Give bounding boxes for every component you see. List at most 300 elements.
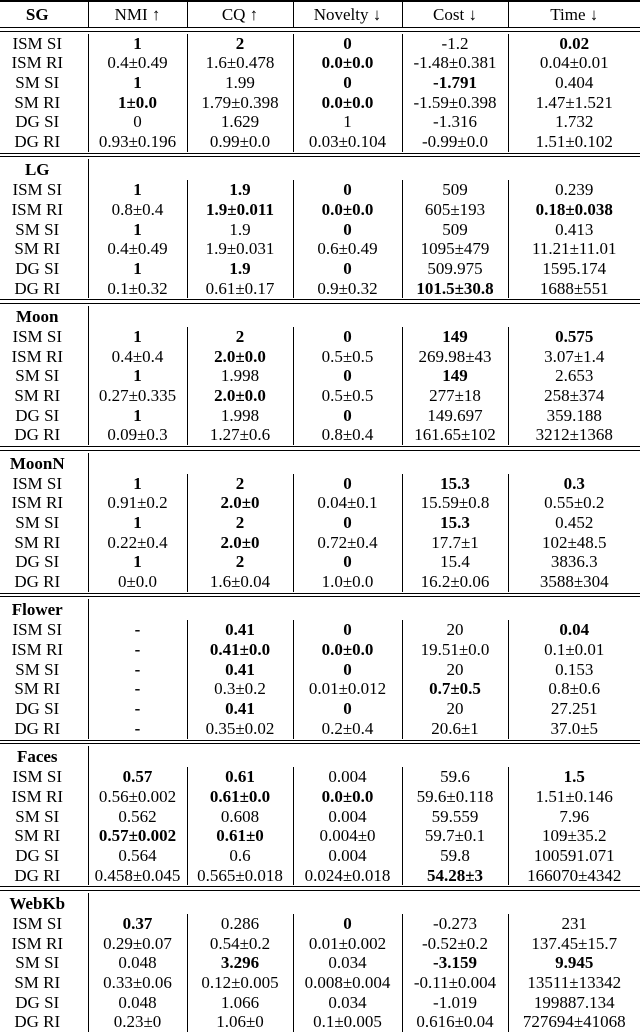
value-cell: 0: [293, 327, 402, 347]
value-cell: 231: [561, 913, 588, 933]
value-cell: 0.04±0.1: [293, 493, 402, 513]
table-row: [0, 93, 640, 113]
value-cell: 16.2±0.06: [402, 572, 508, 592]
table-header: [0, 2, 640, 27]
value-cell: 0.575: [555, 326, 594, 346]
row-label: ISM SI: [0, 180, 88, 200]
value-cell: 0: [293, 34, 402, 54]
row-label: SM RI: [0, 679, 88, 699]
table-row: [0, 660, 640, 680]
table-row: [0, 53, 640, 73]
table-row: [0, 679, 640, 699]
row-label: DG RI: [0, 425, 88, 445]
value-cell: 0.41: [187, 660, 293, 680]
value-cell: 1: [88, 552, 187, 572]
value-cell: 3.07±1.4: [544, 346, 605, 366]
value-cell: 1: [88, 180, 187, 200]
value-cell: -0.11±0.004: [402, 973, 508, 993]
value-cell: 1.998: [187, 406, 293, 426]
value-cell: 0: [293, 406, 402, 426]
group-label-spacer: [88, 746, 640, 767]
table-row: [0, 993, 640, 1013]
value-cell: 0.008±0.004: [293, 973, 402, 993]
value-cell: 0: [293, 366, 402, 386]
row-label: SM SI: [0, 807, 88, 827]
value-cell: 1.06±0: [187, 1012, 293, 1032]
table-row: [0, 533, 640, 553]
section-divider: [0, 593, 640, 598]
value-cell: 2.0±0: [187, 493, 293, 513]
value-cell: 0.7±0.5: [402, 679, 508, 699]
value-cell: 1.79±0.398: [187, 93, 293, 113]
value-cell: 0.2±0.4: [293, 719, 402, 739]
value-cell: 1: [88, 34, 187, 54]
value-cell: 0.22±0.4: [88, 533, 187, 553]
table-row: [0, 719, 640, 739]
value-cell: 359.188: [546, 405, 602, 425]
group-label-row: [0, 893, 640, 914]
value-cell: 15.4: [402, 552, 508, 572]
value-cell: 0.1±0.005: [293, 1012, 402, 1032]
value-cell: 0.61: [187, 767, 293, 787]
value-cell: 1595.174: [542, 259, 607, 279]
value-cell: 3212±1368: [535, 425, 613, 445]
value-cell: -1.791: [402, 73, 508, 93]
group-flower: [0, 599, 640, 738]
table-row: [0, 493, 640, 513]
value-cell: 59.8: [402, 846, 508, 866]
header-divider: [0, 27, 640, 32]
value-cell: -: [88, 699, 187, 719]
group-label-row: [0, 746, 640, 767]
value-cell: 109±35.2: [541, 826, 607, 846]
value-cell: 15.3: [402, 474, 508, 494]
group-label-spacer: [88, 599, 640, 620]
row-label: SM RI: [0, 533, 88, 553]
value-cell: 27.251: [550, 699, 598, 719]
group-label-spacer: [88, 893, 640, 914]
value-cell: -0.273: [402, 914, 508, 934]
value-cell: 1.9: [187, 220, 293, 240]
column-header-cq: CQ ↑: [187, 2, 293, 27]
row-label: SM RI: [0, 973, 88, 993]
value-cell: 0.048: [88, 993, 187, 1013]
value-cell: 0.03±0.104: [293, 132, 402, 152]
row-label: DG RI: [0, 719, 88, 739]
value-cell: 0.5±0.5: [293, 347, 402, 367]
row-label: DG SI: [0, 259, 88, 279]
value-cell: 1.066: [187, 993, 293, 1013]
value-cell: 1688±551: [539, 278, 609, 298]
value-cell: 11.21±11.01: [531, 239, 617, 259]
row-label: ISM RI: [0, 200, 88, 220]
value-cell: 1: [88, 366, 187, 386]
row-label: SM RI: [0, 386, 88, 406]
value-cell: 0.6±0.49: [293, 239, 402, 259]
value-cell: -1.48±0.381: [402, 53, 508, 73]
table-row: [0, 846, 640, 866]
value-cell: 2: [187, 552, 293, 572]
group-label: Flower: [0, 599, 88, 620]
table-row: [0, 220, 640, 240]
value-cell: 1: [88, 474, 187, 494]
value-cell: 149.697: [402, 406, 508, 426]
row-label: DG RI: [0, 572, 88, 592]
group-label-row: [0, 306, 640, 327]
value-cell: 0.56±0.002: [88, 787, 187, 807]
column-header-sg: SG: [0, 2, 88, 27]
value-cell: 0.5±0.5: [293, 386, 402, 406]
value-cell: 0.41±0.0: [187, 640, 293, 660]
row-label: DG SI: [0, 846, 88, 866]
value-cell: 1.99: [187, 73, 293, 93]
table-groups: [0, 34, 640, 1032]
value-cell: 0.004: [293, 807, 402, 827]
table-row: [0, 572, 640, 592]
value-cell: 7.96: [559, 806, 590, 826]
value-cell: 0: [293, 699, 402, 719]
row-label: ISM RI: [0, 640, 88, 660]
value-cell: 0.0±0.0: [293, 53, 402, 73]
row-label: ISM RI: [0, 347, 88, 367]
value-cell: 0.0±0.0: [293, 93, 402, 113]
value-cell: 0.04±0.01: [539, 53, 609, 73]
value-cell: 1.998: [187, 366, 293, 386]
row-label: SM SI: [0, 660, 88, 680]
value-cell: 2.653: [555, 366, 594, 386]
group-label: Moon: [0, 306, 88, 327]
value-cell: 0.562: [88, 807, 187, 827]
value-cell: 20.6±1: [402, 719, 508, 739]
value-cell: -1.316: [402, 112, 508, 132]
group-label-spacer: [88, 453, 640, 474]
value-cell: 0.9±0.32: [293, 279, 402, 299]
table-row: [0, 787, 640, 807]
value-cell: 137.45±15.7: [531, 933, 618, 953]
value-cell: 0.12±0.005: [187, 973, 293, 993]
value-cell: 0: [293, 73, 402, 93]
value-cell: 0.3±0.2: [187, 679, 293, 699]
value-cell: -1.019: [402, 993, 508, 1013]
value-cell: 0.004: [293, 767, 402, 787]
row-label: ISM SI: [0, 34, 88, 54]
value-cell: 0.404: [555, 72, 594, 92]
value-cell: 0.452: [555, 513, 594, 533]
group-label-row: [0, 453, 640, 474]
value-cell: 0.564: [88, 846, 187, 866]
table-row: [0, 34, 640, 54]
value-cell: 0.608: [187, 807, 293, 827]
value-cell: 0.61±0: [187, 826, 293, 846]
column-header-cost: Cost ↓: [402, 2, 508, 27]
value-cell: 2.0±0.0: [187, 347, 293, 367]
value-cell: 0.4±0.49: [88, 53, 187, 73]
value-cell: 0.93±0.196: [88, 132, 187, 152]
column-header-nmi: NMI ↑: [88, 2, 187, 27]
value-cell: 0.0±0.0: [293, 640, 402, 660]
group-label: Faces: [0, 746, 88, 767]
row-label: DG SI: [0, 112, 88, 132]
group-moon: [0, 306, 640, 445]
row-label: ISM RI: [0, 493, 88, 513]
value-cell: 0.565±0.018: [187, 866, 293, 886]
value-cell: -1.59±0.398: [402, 93, 508, 113]
value-cell: 509: [402, 180, 508, 200]
value-cell: 0.23±0: [88, 1012, 187, 1032]
value-cell: 0.286: [187, 914, 293, 934]
section-divider: [0, 446, 640, 451]
value-cell: 20: [402, 699, 508, 719]
table-row: [0, 347, 640, 367]
value-cell: 59.559: [402, 807, 508, 827]
value-cell: 0.57: [88, 767, 187, 787]
row-label: SM SI: [0, 220, 88, 240]
value-cell: 54.28±3: [402, 866, 508, 886]
value-cell: 269.98±43: [402, 347, 508, 367]
value-cell: 0.8±0.4: [293, 425, 402, 445]
value-cell: 2.0±0.0: [187, 386, 293, 406]
table-row: [0, 513, 640, 533]
value-cell: 0.1±0.01: [544, 640, 605, 660]
value-cell: 509.975: [402, 259, 508, 279]
value-cell: 0: [88, 112, 187, 132]
value-cell: 0.616±0.04: [402, 1012, 508, 1032]
value-cell: 0.4±0.4: [88, 347, 187, 367]
value-cell: 0: [293, 180, 402, 200]
value-cell: 149: [402, 366, 508, 386]
value-cell: 1095±479: [402, 239, 508, 259]
value-cell: 17.7±1: [402, 533, 508, 553]
value-cell: 0: [293, 259, 402, 279]
value-cell: 0.54±0.2: [187, 934, 293, 954]
value-cell: 3836.3: [550, 552, 598, 572]
section-divider: [0, 740, 640, 745]
value-cell: 0.6: [187, 846, 293, 866]
value-cell: 1: [88, 406, 187, 426]
row-label: DG RI: [0, 132, 88, 152]
table-row: [0, 132, 640, 152]
value-cell: 0.4±0.49: [88, 239, 187, 259]
group-moonn: [0, 453, 640, 592]
value-cell: 1.732: [555, 112, 594, 132]
value-cell: 1.629: [187, 112, 293, 132]
value-cell: -: [88, 719, 187, 739]
value-cell: 0.41: [187, 699, 293, 719]
value-cell: 0.01±0.002: [293, 934, 402, 954]
row-label: ISM SI: [0, 914, 88, 934]
row-label: DG RI: [0, 1012, 88, 1032]
value-cell: 149: [402, 327, 508, 347]
value-cell: -: [88, 620, 187, 640]
value-cell: 0: [293, 513, 402, 533]
value-cell: -3.159: [402, 953, 508, 973]
value-cell: 605±193: [402, 200, 508, 220]
value-cell: 0.55±0.2: [544, 493, 605, 513]
value-cell: 0.458±0.045: [88, 866, 187, 886]
table-row: [0, 406, 640, 426]
value-cell: -1.2: [402, 34, 508, 54]
value-cell: -0.99±0.0: [402, 132, 508, 152]
value-cell: 0.91±0.2: [88, 493, 187, 513]
value-cell: 2: [187, 327, 293, 347]
section-divider: [0, 153, 640, 158]
row-label: SM SI: [0, 513, 88, 533]
value-cell: 1.51±0.146: [535, 786, 613, 806]
value-cell: 1.0±0.0: [293, 572, 402, 592]
value-cell: 0.99±0.0: [187, 132, 293, 152]
row-label: ISM SI: [0, 474, 88, 494]
value-cell: 37.0±5: [550, 718, 599, 738]
value-cell: 15.3: [402, 513, 508, 533]
group-label-row: [0, 599, 640, 620]
value-cell: 509: [402, 220, 508, 240]
group-sg: [0, 34, 640, 152]
value-cell: 1: [88, 259, 187, 279]
row-label: DG SI: [0, 699, 88, 719]
value-cell: 0.27±0.335: [88, 386, 187, 406]
value-cell: 0.1±0.32: [88, 279, 187, 299]
value-cell: 1.9: [187, 180, 293, 200]
value-cell: 0: [293, 660, 402, 680]
value-cell: 1: [88, 327, 187, 347]
value-cell: 0.8±0.4: [88, 200, 187, 220]
value-cell: 1.6±0.04: [187, 572, 293, 592]
value-cell: 0.33±0.06: [88, 973, 187, 993]
value-cell: 0.004±0: [293, 826, 402, 846]
table-row: [0, 366, 640, 386]
value-cell: 1: [88, 513, 187, 533]
value-cell: 1.9±0.011: [187, 200, 293, 220]
value-cell: 199887.134: [533, 992, 615, 1012]
table-row: [0, 1012, 640, 1032]
value-cell: 1.27±0.6: [187, 425, 293, 445]
value-cell: 20: [402, 660, 508, 680]
value-cell: 1: [88, 73, 187, 93]
row-label: SM RI: [0, 826, 88, 846]
value-cell: 59.6: [402, 767, 508, 787]
column-header-novelty: Novelty ↓: [293, 2, 402, 27]
header-row: [0, 2, 640, 27]
row-label: ISM RI: [0, 53, 88, 73]
table-row: [0, 934, 640, 954]
value-cell: 3.296: [187, 953, 293, 973]
table-row: [0, 327, 640, 347]
value-cell: 59.6±0.118: [402, 787, 508, 807]
value-cell: 19.51±0.0: [402, 640, 508, 660]
value-cell: 1.5: [563, 767, 585, 787]
group-label-spacer: [88, 159, 640, 180]
value-cell: 0.01±0.012: [293, 679, 402, 699]
table-row: [0, 180, 640, 200]
table-row: [0, 866, 640, 886]
row-label: SM RI: [0, 239, 88, 259]
table-row: [0, 767, 640, 787]
row-label: DG SI: [0, 993, 88, 1013]
value-cell: 101.5±30.8: [402, 279, 508, 299]
group-faces: [0, 746, 640, 885]
table-row: [0, 640, 640, 660]
value-cell: -: [88, 640, 187, 660]
value-cell: 0.024±0.018: [293, 866, 402, 886]
table-row: [0, 620, 640, 640]
value-cell: -: [88, 660, 187, 680]
row-label: ISM RI: [0, 934, 88, 954]
row-label: ISM SI: [0, 620, 88, 640]
value-cell: 166070±4342: [527, 865, 622, 885]
value-cell: 102±48.5: [541, 532, 607, 552]
value-cell: 0: [293, 914, 402, 934]
value-cell: 59.7±0.1: [402, 826, 508, 846]
value-cell: 727694±41068: [522, 1012, 626, 1032]
table-row: [0, 386, 640, 406]
value-cell: 0.61±0.0: [187, 787, 293, 807]
row-label: DG RI: [0, 279, 88, 299]
value-cell: 0: [293, 474, 402, 494]
value-cell: 2: [187, 513, 293, 533]
value-cell: 0±0.0: [88, 572, 187, 592]
value-cell: 0: [293, 552, 402, 572]
table-row: [0, 279, 640, 299]
group-label: LG: [0, 159, 88, 180]
value-cell: 277±18: [402, 386, 508, 406]
value-cell: 0.09±0.3: [88, 425, 187, 445]
value-cell: 1.6±0.478: [187, 53, 293, 73]
table-row: [0, 425, 640, 445]
value-cell: 0.61±0.17: [187, 279, 293, 299]
section-divider: [0, 299, 640, 304]
column-header-time: Time ↓: [550, 5, 599, 24]
value-cell: -0.52±0.2: [402, 934, 508, 954]
table-row: [0, 973, 640, 993]
value-cell: 0.18±0.038: [535, 199, 613, 219]
value-cell: 13511±13342: [527, 972, 622, 992]
value-cell: 9.945: [555, 953, 594, 973]
value-cell: 100591.071: [533, 845, 615, 865]
group-lg: [0, 159, 640, 298]
value-cell: 0.37: [88, 914, 187, 934]
value-cell: 0.0±0.0: [293, 200, 402, 220]
value-cell: 258±374: [544, 386, 605, 406]
value-cell: 0.3: [563, 473, 585, 493]
section-divider: [0, 886, 640, 891]
value-cell: 1±0.0: [88, 93, 187, 113]
value-cell: 2: [187, 474, 293, 494]
group-webkb: [0, 893, 640, 1032]
table-row: [0, 953, 640, 973]
row-label: ISM SI: [0, 327, 88, 347]
row-label: DG SI: [0, 552, 88, 572]
row-label: SM SI: [0, 366, 88, 386]
value-cell: 0: [293, 220, 402, 240]
value-cell: 1.51±0.102: [535, 132, 613, 152]
group-label: WebKb: [0, 893, 88, 914]
value-cell: 0.034: [293, 953, 402, 973]
table-row: [0, 474, 640, 494]
group-label-row: [0, 159, 640, 180]
value-cell: 0.8±0.6: [548, 679, 601, 699]
value-cell: 0.57±0.002: [88, 826, 187, 846]
value-cell: 0.004: [293, 846, 402, 866]
value-cell: 0.153: [555, 659, 594, 679]
group-label: MoonN: [0, 453, 88, 474]
row-label: DG SI: [0, 406, 88, 426]
value-cell: 3588±304: [539, 572, 609, 592]
value-cell: 0.35±0.02: [187, 719, 293, 739]
table-row: [0, 112, 640, 132]
value-cell: 15.59±0.8: [402, 493, 508, 513]
table-row: [0, 826, 640, 846]
value-cell: 1: [293, 112, 402, 132]
